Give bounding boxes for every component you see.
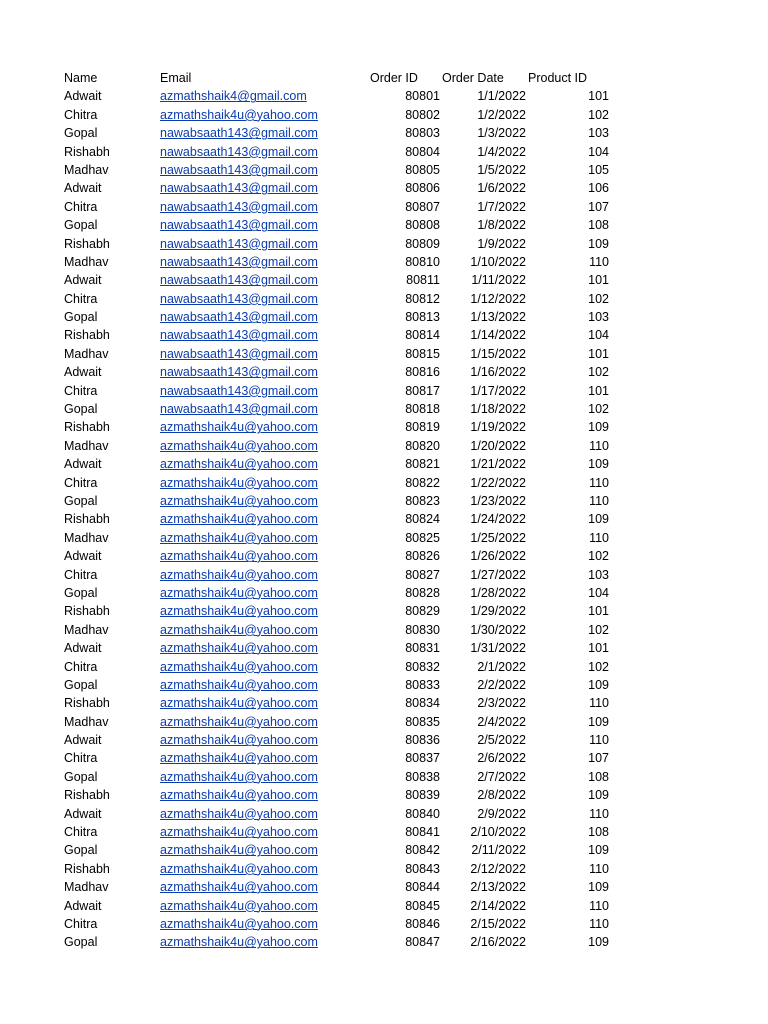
product-id-cell: 102 [588,107,609,122]
order-date-cell: 2/5/2022 [477,733,526,748]
order-id-cell: 80833 [405,677,440,692]
order-id-cell: 80839 [405,788,440,803]
header-name: Name [64,71,98,85]
name-cell: Gopal [64,493,98,508]
product-id-cell: 108 [588,825,609,840]
product-id-cell: 103 [588,567,609,582]
email-link[interactable]: azmathshaik4u@yahoo.com [160,935,318,950]
order-date-cell: 1/1/2022 [477,89,526,104]
order-date-cell: 1/14/2022 [470,328,526,343]
name-cell: Madhav [64,438,109,453]
product-id-cell: 110 [589,806,609,821]
product-id-cell: 108 [588,218,609,233]
email-link[interactable]: nawabsaath143@gmail.com [160,181,318,196]
product-id-cell: 102 [588,622,609,637]
name-cell: Gopal [64,402,98,417]
name-cell: Adwait [64,549,102,564]
email-link[interactable]: azmathshaik4u@yahoo.com [160,604,318,619]
header-order-date: Order Date [442,71,504,85]
name-cell: Chitra [64,751,98,766]
order-id-cell: 80841 [405,825,440,840]
order-id-cell: 80804 [405,144,440,159]
order-date-cell: 2/4/2022 [477,714,526,729]
order-date-cell: 1/19/2022 [470,420,526,435]
email-link[interactable]: azmathshaik4u@yahoo.com [160,475,318,490]
product-id-cell: 101 [588,604,609,619]
order-id-cell: 80826 [405,549,440,564]
product-id-cell: 110 [589,916,609,931]
name-cell: Rishabh [64,512,110,527]
order-id-cell: 80801 [405,89,440,104]
name-cell: Adwait [64,273,102,288]
order-date-cell: 2/7/2022 [477,769,526,784]
product-id-cell: 109 [588,714,609,729]
product-id-cell: 107 [588,199,609,214]
order-id-cell: 80809 [405,236,440,251]
order-date-cell: 1/27/2022 [470,567,526,582]
email-link[interactable]: nawabsaath143@gmail.com [160,365,318,380]
name-cell: Rishabh [64,696,110,711]
name-cell: Adwait [64,806,102,821]
product-id-cell: 110 [589,475,609,490]
order-date-cell: 1/7/2022 [477,199,526,214]
order-date-cell: 1/26/2022 [470,549,526,564]
product-id-cell: 101 [588,383,609,398]
email-link[interactable]: azmathshaik4u@yahoo.com [160,769,318,784]
email-link[interactable]: azmathshaik4u@yahoo.com [160,107,318,122]
order-date-cell: 2/6/2022 [477,751,526,766]
email-link[interactable]: azmathshaik4u@yahoo.com [160,916,318,931]
order-id-cell: 80817 [405,383,440,398]
product-id-cell: 102 [588,291,609,306]
header-product-id: Product ID [528,71,588,85]
name-cell: Madhav [64,714,109,729]
order-date-cell: 1/16/2022 [470,365,526,380]
email-link[interactable]: azmathshaik4u@yahoo.com [160,714,318,729]
order-id-cell: 80813 [405,310,440,325]
email-link[interactable]: azmathshaik4u@yahoo.com [160,733,318,748]
order-date-cell: 2/14/2022 [470,898,526,913]
name-cell: Chitra [64,291,98,306]
name-cell: Chitra [64,107,98,122]
name-cell: Rishabh [64,604,110,619]
order-id-cell: 80814 [405,328,440,343]
order-id-cell: 80825 [405,530,440,545]
order-date-cell: 2/8/2022 [477,788,526,803]
email-link[interactable]: azmathshaik4u@yahoo.com [160,622,318,637]
product-id-cell: 110 [589,861,609,876]
order-id-cell: 80834 [405,696,440,711]
order-id-cell: 80840 [405,806,440,821]
order-id-cell: 80808 [405,218,440,233]
product-id-cell: 109 [588,935,609,950]
order-date-cell: 1/6/2022 [477,181,526,196]
order-date-cell: 2/13/2022 [470,880,526,895]
order-id-cell: 80806 [405,181,440,196]
order-date-cell: 2/1/2022 [477,659,526,674]
name-cell: Madhav [64,162,109,177]
name-cell: Gopal [64,935,98,950]
name-cell: Madhav [64,346,109,361]
order-date-cell: 1/11/2022 [471,273,526,288]
order-date-cell: 1/20/2022 [470,438,526,453]
product-id-cell: 109 [588,512,609,527]
product-id-cell: 104 [588,328,609,343]
product-id-cell: 110 [589,733,609,748]
order-id-cell: 80832 [405,659,440,674]
email-link[interactable]: azmathshaik4u@yahoo.com [160,880,318,895]
order-id-cell: 80843 [405,861,440,876]
product-id-cell: 110 [589,438,609,453]
order-date-cell: 1/17/2022 [470,383,526,398]
name-cell: Adwait [64,641,102,656]
order-id-cell: 80845 [405,898,440,913]
name-cell: Chitra [64,199,98,214]
header-email: Email [160,71,192,85]
order-date-cell: 2/12/2022 [470,861,526,876]
product-id-cell: 109 [588,788,609,803]
name-cell: Adwait [64,457,102,472]
order-date-cell: 1/8/2022 [477,218,526,233]
order-id-cell: 80816 [405,365,440,380]
email-link[interactable]: nawabsaath143@gmail.com [160,273,318,288]
email-link[interactable]: azmathshaik4u@yahoo.com [160,549,318,564]
email-link[interactable]: nawabsaath143@gmail.com [160,236,318,251]
product-id-cell: 106 [588,181,609,196]
order-date-cell: 1/10/2022 [470,254,526,269]
order-date-cell: 1/25/2022 [470,530,526,545]
product-id-cell: 105 [588,162,609,177]
name-cell: Adwait [64,181,102,196]
name-cell: Rishabh [64,788,110,803]
email-link[interactable]: azmathshaik4u@yahoo.com [160,696,318,711]
email-link[interactable]: azmathshaik4u@yahoo.com [160,788,318,803]
order-id-cell: 80837 [405,751,440,766]
order-id-cell: 80824 [405,512,440,527]
product-id-cell: 101 [588,273,609,288]
order-id-cell: 80803 [405,126,440,141]
order-id-cell: 80807 [405,199,440,214]
name-cell: Chitra [64,383,98,398]
order-date-cell: 2/3/2022 [477,696,526,711]
order-id-cell: 80831 [405,641,440,656]
product-id-cell: 101 [588,89,609,104]
order-id-cell: 80842 [405,843,440,858]
name-cell: Chitra [64,825,98,840]
name-cell: Rishabh [64,328,110,343]
order-id-cell: 80830 [405,622,440,637]
name-cell: Adwait [64,365,102,380]
order-date-cell: 1/28/2022 [470,585,526,600]
order-id-cell: 80805 [405,162,440,177]
name-cell: Chitra [64,659,98,674]
product-id-cell: 109 [588,880,609,895]
name-cell: Adwait [64,733,102,748]
email-link[interactable]: azmathshaik4u@yahoo.com [160,659,318,674]
name-cell: Madhav [64,880,109,895]
product-id-cell: 102 [588,659,609,674]
order-id-cell: 80818 [405,402,440,417]
order-id-cell: 80847 [405,935,440,950]
email-link[interactable]: azmathshaik4u@yahoo.com [160,512,318,527]
order-id-cell: 80810 [405,254,440,269]
name-cell: Gopal [64,310,98,325]
product-id-cell: 109 [588,420,609,435]
order-date-cell: 2/2/2022 [477,677,526,692]
order-date-cell: 1/30/2022 [470,622,526,637]
order-id-cell: 80844 [405,880,440,895]
product-id-cell: 108 [588,769,609,784]
name-cell: Chitra [64,475,98,490]
email-link[interactable]: azmathshaik4u@yahoo.com [160,530,318,545]
name-cell: Madhav [64,254,109,269]
product-id-cell: 103 [588,126,609,141]
order-date-cell: 1/23/2022 [470,493,526,508]
email-link[interactable]: nawabsaath143@gmail.com [160,328,318,343]
order-date-cell: 1/22/2022 [470,475,526,490]
order-date-cell: 1/29/2022 [470,604,526,619]
order-id-cell: 80838 [405,769,440,784]
order-date-cell: 1/15/2022 [470,346,526,361]
name-cell: Rishabh [64,861,110,876]
order-date-cell: 2/9/2022 [477,806,526,821]
name-cell: Gopal [64,843,98,858]
order-id-cell: 80829 [405,604,440,619]
order-date-cell: 1/24/2022 [470,512,526,527]
product-id-cell: 109 [588,457,609,472]
order-date-cell: 1/9/2022 [477,236,526,251]
order-id-cell: 80820 [405,438,440,453]
product-id-cell: 110 [589,696,609,711]
order-id-cell: 80822 [405,475,440,490]
name-cell: Gopal [64,126,98,141]
order-date-cell: 1/5/2022 [477,162,526,177]
email-link[interactable]: azmathshaik4u@yahoo.com [160,567,318,582]
email-link[interactable]: azmathshaik4u@yahoo.com [160,898,318,913]
email-link[interactable]: azmathshaik4u@yahoo.com [160,861,318,876]
name-cell: Gopal [64,677,98,692]
order-id-cell: 80823 [405,493,440,508]
order-id-cell: 80811 [406,273,440,288]
order-date-cell: 1/21/2022 [470,457,526,472]
email-link[interactable]: azmathshaik4u@yahoo.com [160,493,318,508]
email-link[interactable]: nawabsaath143@gmail.com [160,218,318,233]
order-date-cell: 1/13/2022 [470,310,526,325]
product-id-cell: 102 [588,365,609,380]
product-id-cell: 101 [588,346,609,361]
email-link[interactable]: nawabsaath143@gmail.com [160,199,318,214]
product-id-cell: 109 [588,677,609,692]
email-link[interactable]: azmathshaik4u@yahoo.com [160,641,318,656]
order-date-cell: 2/10/2022 [470,825,526,840]
name-cell: Madhav [64,530,109,545]
order-id-cell: 80836 [405,733,440,748]
email-link[interactable]: azmathshaik4u@yahoo.com [160,751,318,766]
order-date-cell: 1/31/2022 [470,641,526,656]
email-link[interactable]: nawabsaath143@gmail.com [160,144,318,159]
name-cell: Rishabh [64,144,110,159]
product-id-cell: 109 [588,843,609,858]
email-link[interactable]: nawabsaath143@gmail.com [160,346,318,361]
email-link[interactable]: nawabsaath143@gmail.com [160,162,318,177]
order-id-cell: 80812 [405,291,440,306]
name-cell: Adwait [64,89,102,104]
order-date-cell: 2/16/2022 [470,935,526,950]
email-link[interactable]: nawabsaath143@gmail.com [160,383,318,398]
product-id-cell: 110 [589,493,609,508]
name-cell: Gopal [64,769,98,784]
order-id-cell: 80815 [405,346,440,361]
email-link[interactable]: azmathshaik4u@yahoo.com [160,585,318,600]
name-cell: Rishabh [64,420,110,435]
email-link[interactable]: nawabsaath143@gmail.com [160,254,318,269]
email-link[interactable]: nawabsaath143@gmail.com [160,402,318,417]
order-id-cell: 80846 [405,916,440,931]
email-link[interactable]: azmathshaik4u@yahoo.com [160,677,318,692]
name-cell: Rishabh [64,236,110,251]
order-date-cell: 1/4/2022 [477,144,526,159]
email-link[interactable]: azmathshaik4@gmail.com [160,89,307,104]
name-cell: Gopal [64,218,98,233]
name-cell: Adwait [64,898,102,913]
name-cell: Chitra [64,916,98,931]
email-link[interactable]: azmathshaik4u@yahoo.com [160,843,318,858]
product-id-cell: 110 [589,254,609,269]
order-id-cell: 80819 [405,420,440,435]
order-id-cell: 80802 [405,107,440,122]
email-link[interactable]: azmathshaik4u@yahoo.com [160,806,318,821]
order-date-cell: 1/18/2022 [470,402,526,417]
product-id-cell: 101 [588,641,609,656]
product-id-cell: 104 [588,585,609,600]
product-id-cell: 107 [588,751,609,766]
header-order-id: Order ID [370,71,418,85]
product-id-cell: 102 [588,402,609,417]
order-id-cell: 80828 [405,585,440,600]
product-id-cell: 104 [588,144,609,159]
email-link[interactable]: nawabsaath143@gmail.com [160,126,318,141]
email-link[interactable]: azmathshaik4u@yahoo.com [160,825,318,840]
name-cell: Gopal [64,585,98,600]
email-link[interactable]: nawabsaath143@gmail.com [160,310,318,325]
order-date-cell: 1/12/2022 [470,291,526,306]
email-link[interactable]: azmathshaik4u@yahoo.com [160,420,318,435]
product-id-cell: 110 [589,898,609,913]
product-id-cell: 110 [589,530,609,545]
product-id-cell: 109 [588,236,609,251]
email-link[interactable]: azmathshaik4u@yahoo.com [160,438,318,453]
order-date-cell: 2/15/2022 [470,916,526,931]
name-cell: Chitra [64,567,98,582]
order-date-cell: 2/11/2022 [471,843,526,858]
email-link[interactable]: azmathshaik4u@yahoo.com [160,457,318,472]
order-date-cell: 1/2/2022 [477,107,526,122]
product-id-cell: 103 [588,310,609,325]
order-id-cell: 80835 [405,714,440,729]
order-id-cell: 80821 [405,457,440,472]
name-cell: Madhav [64,622,109,637]
product-id-cell: 102 [588,549,609,564]
order-date-cell: 1/3/2022 [477,126,526,141]
order-id-cell: 80827 [405,567,440,582]
email-link[interactable]: nawabsaath143@gmail.com [160,291,318,306]
